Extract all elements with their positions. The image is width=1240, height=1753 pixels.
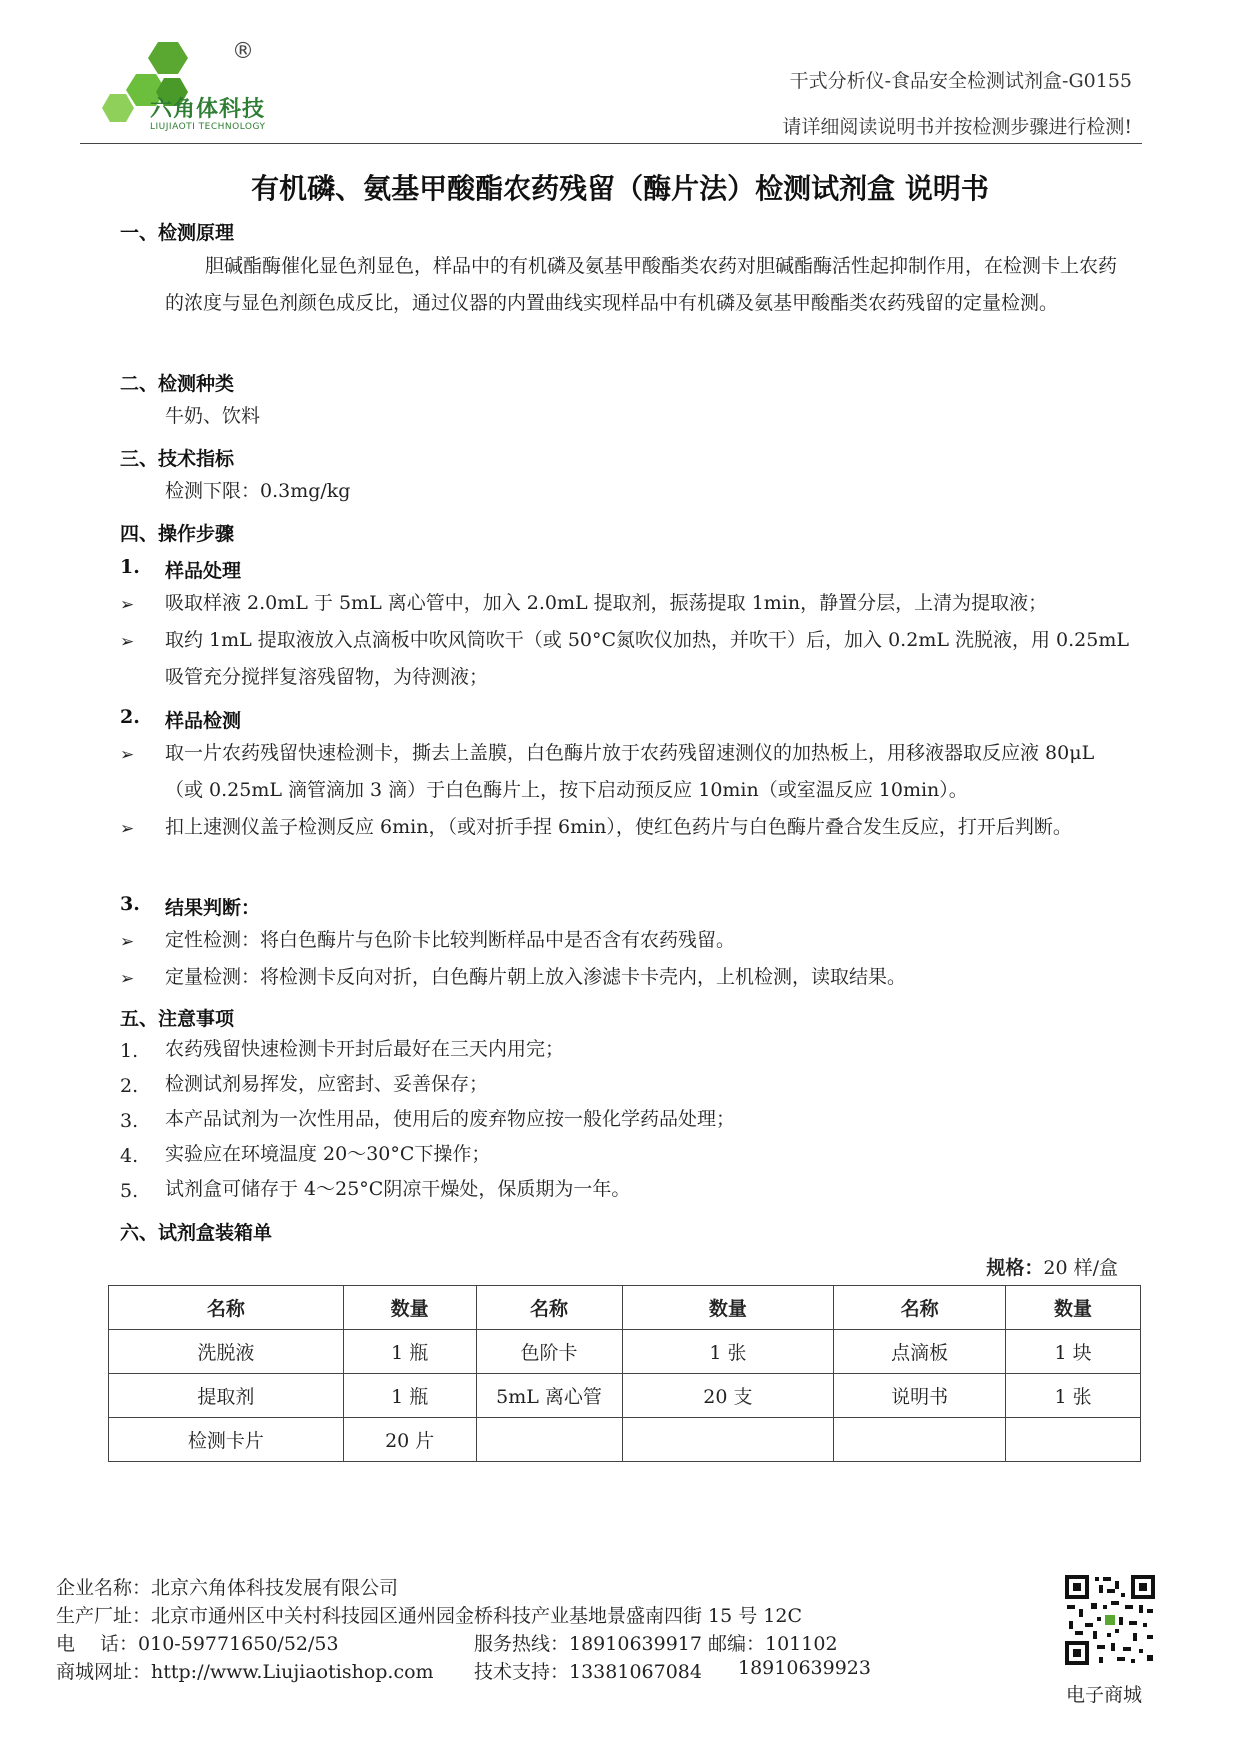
note-item: 检测试剂易挥发，应密封、妥善保存； bbox=[165, 1073, 489, 1095]
packing-table bbox=[108, 1285, 1141, 1462]
subsection-sample-detection: 样品检测 bbox=[165, 710, 242, 732]
table-cell: 1 张 bbox=[622, 1330, 834, 1374]
table-header-row bbox=[109, 1286, 1141, 1330]
detection-limit: 检测下限：0.3mg/kg bbox=[165, 480, 351, 502]
header-product-line: 干式分析仪-食品安全检测试剂盒-G0155 bbox=[789, 70, 1132, 92]
table-cell: 20 支 bbox=[622, 1374, 834, 1418]
table-row bbox=[109, 1374, 1141, 1418]
subsection-number: 2. bbox=[120, 706, 140, 728]
step-text: 扣上速测仪盖子检测反应 6min，（或对折手捏 6min），使红色药片与白色酶片叠合发生反应，打开后判断。 bbox=[165, 816, 1072, 838]
footer-hotline: 服务热线：18910639917 bbox=[474, 1633, 702, 1655]
table-row bbox=[109, 1418, 1141, 1462]
table-cell: 说明书 bbox=[834, 1374, 1006, 1418]
table-cell: 1 瓶 bbox=[343, 1374, 476, 1418]
spec-value: 20 样/盒 bbox=[1043, 1257, 1118, 1279]
note-number: 3. bbox=[120, 1110, 139, 1132]
bullet-icon: ➢ bbox=[120, 595, 135, 615]
document-title: 有机磷、氨基甲酸酯农药残留（酶片法）检测试剂盒 说明书 bbox=[251, 172, 989, 205]
note-item: 实验应在环境温度 20～30°C下操作； bbox=[165, 1143, 491, 1165]
bullet-icon: ➢ bbox=[120, 745, 135, 765]
note-number: 2. bbox=[120, 1075, 139, 1097]
table-cell: 检测卡片 bbox=[109, 1418, 344, 1462]
section-heading-types: 二、检测种类 bbox=[120, 373, 235, 395]
note-item: 本产品试剂为一次性用品，使用后的废弃物应按一般化学药品处理； bbox=[165, 1108, 736, 1130]
note-number: 5. bbox=[120, 1180, 139, 1202]
section-heading-notes: 五、注意事项 bbox=[120, 1008, 235, 1030]
spec-label: 规格： bbox=[986, 1257, 1044, 1279]
table-header-cell: 数量 bbox=[1006, 1286, 1141, 1330]
table-cell: 20 片 bbox=[343, 1418, 476, 1462]
note-number: 1. bbox=[120, 1040, 139, 1062]
footer-tech-support-2: 18910639923 bbox=[738, 1657, 871, 1679]
table-cell bbox=[622, 1418, 834, 1462]
subsection-number: 1. bbox=[120, 556, 140, 578]
table-cell: 提取剂 bbox=[109, 1374, 344, 1418]
footer-phone: 电 话：010-59771650/52/53 bbox=[56, 1633, 339, 1655]
qr-code-icon[interactable] bbox=[1063, 1573, 1157, 1667]
footer-address: 生产厂址：北京市通州区中关村科技园区通州园金桥科技产业基地景盛南四街 15 号 12C bbox=[56, 1605, 803, 1627]
step-text: 定性检测：将白色酶片与色阶卡比较判断样品中是否含有农药残留。 bbox=[165, 929, 736, 951]
step-text: 定量检测：将检测卡反向对折，白色酶片朝上放入渗滤卡卡壳内，上机检测，读取结果。 bbox=[165, 966, 907, 988]
subsection-number: 3. bbox=[120, 893, 140, 915]
logo-text: 六角体科技 bbox=[150, 97, 266, 122]
table-header-cell: 数量 bbox=[622, 1286, 834, 1330]
section-heading-principle: 一、检测原理 bbox=[120, 222, 235, 244]
bullet-icon: ➢ bbox=[120, 819, 135, 839]
subsection-result-judgment: 结果判断： bbox=[165, 897, 261, 919]
principle-paragraph: 胆碱酯酶催化显色剂显色，样品中的有机磷及氨基甲酸酯类农药对胆碱酯酶活性起抑制作用，在检测卡上农药的浓度与显色剂颜色成反比，通过仪器的内置曲线实现样品中有机磷及氨基甲酸酯类农药残留的定量检测。 bbox=[165, 255, 1118, 314]
bullet-icon: ➢ bbox=[120, 932, 135, 952]
qr-label: 电子商城 bbox=[1066, 1684, 1143, 1706]
table-header-cell: 名称 bbox=[834, 1286, 1006, 1330]
table-header-cell: 数量 bbox=[343, 1286, 476, 1330]
table-row bbox=[109, 1330, 1141, 1374]
subsection-sample-processing: 样品处理 bbox=[165, 560, 242, 582]
types-text: 牛奶、饮料 bbox=[165, 405, 261, 427]
table-header-cell: 名称 bbox=[109, 1286, 344, 1330]
table-cell: 1 瓶 bbox=[343, 1330, 476, 1374]
header-notice: 请详细阅读说明书并按检测步骤进行检测! bbox=[782, 116, 1132, 138]
step-text: 吸取样液 2.0mL 于 5mL 离心管中，加入 2.0mL 提取剂，振荡提取 1min，静置分层，上清为提取液； bbox=[165, 592, 1048, 614]
footer-website[interactable]: 商城网址：http://www.Liujiaotishop.com bbox=[56, 1661, 434, 1683]
header-divider bbox=[80, 143, 1142, 144]
bullet-icon: ➢ bbox=[120, 969, 135, 989]
table-cell bbox=[1006, 1418, 1141, 1462]
step-text: 取约 1mL 提取液放入点滴板中吹风筒吹干（或 50°C氮吹仪加热，并吹干）后，加入 0.2mL 洗脱液，用 0.25mL 吸管充分搅拌复溶残留物，为待测液； bbox=[165, 629, 1129, 688]
footer-company: 企业名称：北京六角体科技发展有限公司 bbox=[56, 1577, 399, 1599]
table-cell: 洗脱液 bbox=[109, 1330, 344, 1374]
table-cell bbox=[834, 1418, 1006, 1462]
note-item: 试剂盒可储存于 4～25°C阴凉干燥处，保质期为一年。 bbox=[165, 1178, 631, 1200]
note-number: 4. bbox=[120, 1145, 139, 1167]
table-cell: 1 张 bbox=[1006, 1374, 1141, 1418]
table-cell: 1 块 bbox=[1006, 1330, 1141, 1374]
section-heading-specs: 三、技术指标 bbox=[120, 448, 235, 470]
section-heading-packing-list: 六、试剂盒装箱单 bbox=[120, 1222, 273, 1244]
table-header-cell: 名称 bbox=[476, 1286, 622, 1330]
svg-text:®: ® bbox=[232, 39, 254, 64]
step-text: 取一片农药残留快速检测卡，撕去上盖膜，白色酶片放于农药残留速测仪的加热板上，用移液器取反应液 80μL（或 0.25mL 滴管滴加 3 滴）于白色酶片上，按下启动预反应 10min（或室温反应 10min）。 bbox=[165, 742, 1095, 801]
table-cell: 色阶卡 bbox=[476, 1330, 622, 1374]
bullet-icon: ➢ bbox=[120, 632, 135, 652]
table-cell: 5mL 离心管 bbox=[476, 1374, 622, 1418]
table-cell: 点滴板 bbox=[834, 1330, 1006, 1374]
footer-postcode: 邮编：101102 bbox=[708, 1633, 838, 1655]
section-heading-procedure: 四、操作步骤 bbox=[120, 523, 235, 545]
logo-subtext: LIUJIAOTI TECHNOLOGY bbox=[150, 122, 266, 132]
table-cell bbox=[476, 1418, 622, 1462]
note-item: 农药残留快速检测卡开封后最好在三天内用完； bbox=[165, 1038, 565, 1060]
spec-line bbox=[986, 1253, 1118, 1280]
footer-tech-support: 技术支持：13381067084 bbox=[474, 1661, 702, 1683]
